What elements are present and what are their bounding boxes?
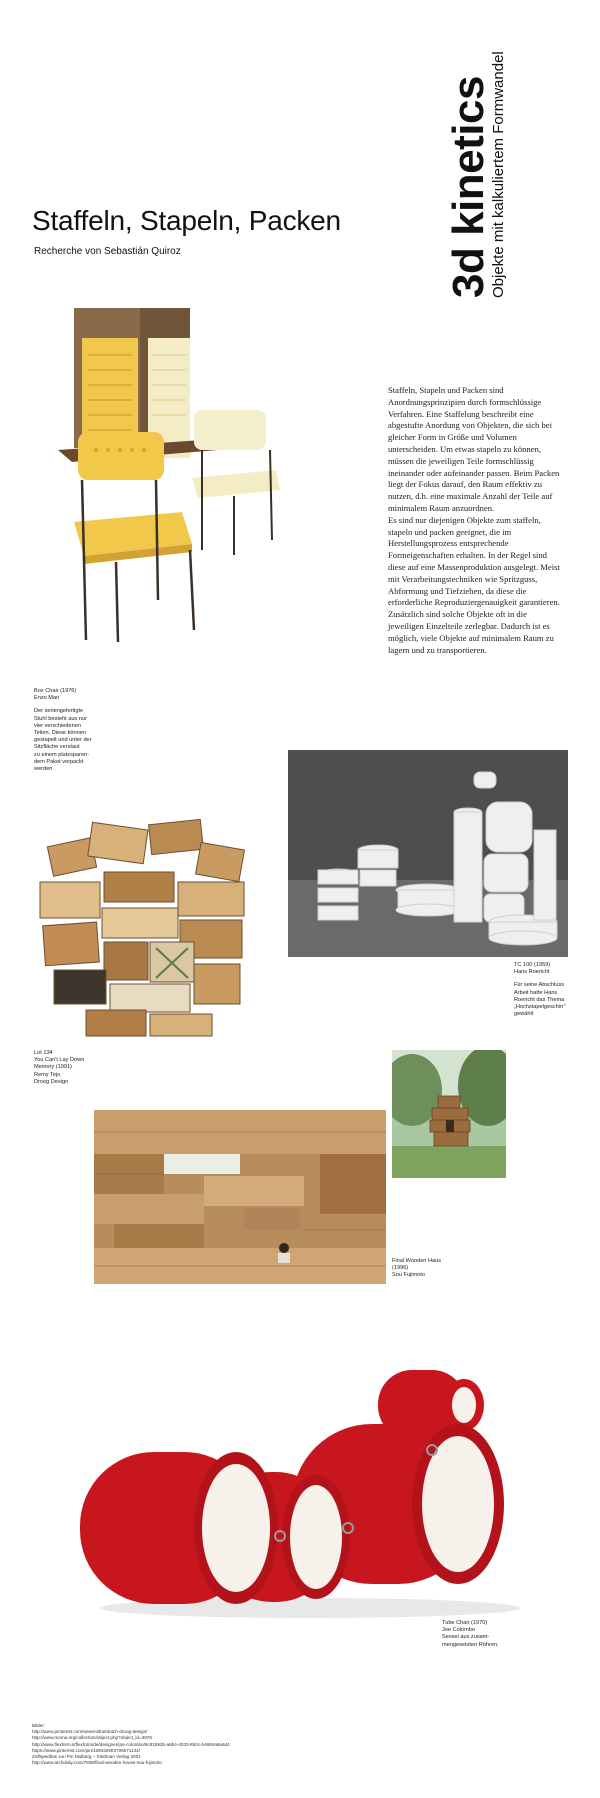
caption-line: Joe Colombo	[442, 1627, 475, 1634]
page-title: Staffeln, Stapeln, Packen	[32, 205, 341, 236]
caption-line: dem Paket verpackt	[34, 758, 84, 765]
caption-line: Arbeit hatte Hans	[514, 989, 558, 996]
source-line: http://www.archdaily.com/7836/final-wooden-house-sou-fujimoto	[32, 1760, 162, 1766]
caption-wooden-house	[392, 1258, 482, 1280]
caption-line: Box Chair (1976)	[34, 688, 77, 694]
caption-line: Hans Roericht	[514, 969, 550, 976]
caption-line: Memory (1991)	[34, 1064, 72, 1071]
caption-line: Final Wooden Haus	[392, 1258, 442, 1264]
caption-line: Remy Tejo	[34, 1071, 61, 1078]
caption-line: „Hochstapelgeschirr“	[514, 1004, 566, 1011]
brand-block	[446, 8, 526, 298]
caption-lot134	[34, 1050, 124, 1086]
brand-title: 3d kinetics	[444, 76, 493, 298]
caption-line: Sessel aus zusam-	[442, 1634, 490, 1641]
source-line: http://www.flexform.it/flexform/de/designer/joe-colombo/6c81593b-a6b4-4033-8b0c-b4694a6a6d4	[32, 1741, 230, 1747]
source-line: http://www.pinterest.com/sewenidne/dutch-droog-design/	[32, 1729, 148, 1735]
caption-line: vier verschiedenen	[34, 722, 81, 729]
tc100-image	[288, 750, 568, 957]
caption-line: Der seriengefertigte	[34, 708, 84, 715]
caption-line: Sitzfläche verstaut	[34, 744, 80, 751]
caption-line: Droog Design	[34, 1078, 69, 1085]
caption-tube-chair	[442, 1620, 542, 1649]
image-sources	[32, 1723, 412, 1766]
caption-line: werden	[34, 766, 53, 773]
intro-paragraph-2: Es sind nur diejenigen Objekte zum staffeln, stapeln und packen geeignet, die im Herstellungsprozess entsprechende Formeigenschaften erhalten. In der Regel sind diese auf eine Massenproduktion ausgelegt. Meist mit Verarbeitungstechniken wie Spritzguss, Abformung und Tiefziehen, da diese die erforderliche Reproduziergenauigkeit garantieren. Zusätzlich sind solche Objekte oft in die jeweiligen Einzelteile zerlegbar. Dadurch ist es möglich, viele Objekte auf minimalem Raum zu lagern und zu transportieren.	[388, 514, 560, 655]
caption-line: (1996)	[392, 1265, 409, 1272]
caption-line: TC 100 (1959)	[514, 962, 551, 968]
caption-box-chair	[34, 688, 114, 773]
caption-line: zu einem platzsparen-	[34, 751, 90, 758]
wooden-house-interior-image	[94, 1110, 386, 1284]
caption-line: Enzo Mari	[34, 695, 60, 702]
source-line: Zoffspeditos von Pin Mulberg – Stedman Verlag 2001	[32, 1754, 141, 1760]
brand-subtitle: Objekte mit kalkuliertem Formwandel	[490, 51, 507, 298]
lot134-drawers-image	[30, 812, 260, 1044]
wooden-house-exterior-image	[392, 1050, 506, 1178]
caption-line: Roericht das Thema	[514, 996, 565, 1003]
intro-paragraph-1: Staffeln, Stapeln und Packen sind Anordnungsprinzipien durch formschlüssige Verfahren. Eine Staffelung beschreibt eine abgestufte Anordung von Objekten, die sich bei gleicher Form in Größe und Volumen unterscheiden. Um etwas stapeln zu können, müssen die jeweiligen Teile formschlüssig ineinander oder aufeinander passen. Beim Packen liegt der Fokus darauf, den Raum effektiv zu nutzen, d.h. eine maximale Anzahl der Teile auf minimalem Raum anzuordnen.	[388, 385, 560, 513]
caption-line: gestapelt und unter der	[34, 737, 92, 744]
source-line: https://www.pinterest.com/pin/109432903706571134/	[32, 1747, 140, 1753]
caption-line: Teilen. Diese können	[34, 730, 86, 737]
caption-tc100	[514, 962, 594, 1018]
tube-chair-image	[60, 1340, 540, 1620]
intro-text	[388, 385, 564, 656]
caption-line: Sou Fujimoto	[392, 1272, 425, 1279]
caption-line: You Can't Lay Down	[34, 1057, 85, 1064]
caption-line: mengesetzten Röhren.	[442, 1641, 499, 1648]
source-line: http://www.moma.org/collection/object.php?object_id=3676	[32, 1735, 152, 1741]
caption-line: Für seine Abschluss	[514, 982, 565, 989]
caption-line: Stuhl besteht aus nur	[34, 715, 87, 722]
caption-line: gewählt	[514, 1011, 534, 1018]
box-chair-image	[52, 300, 312, 680]
page-subtitle: Recherche von Sebastián Quiroz	[34, 246, 181, 257]
caption-line: Lot 134	[34, 1050, 53, 1056]
caption-line: Tube Chair (1970)	[442, 1620, 488, 1626]
sources-label: Bilder:	[32, 1723, 46, 1728]
